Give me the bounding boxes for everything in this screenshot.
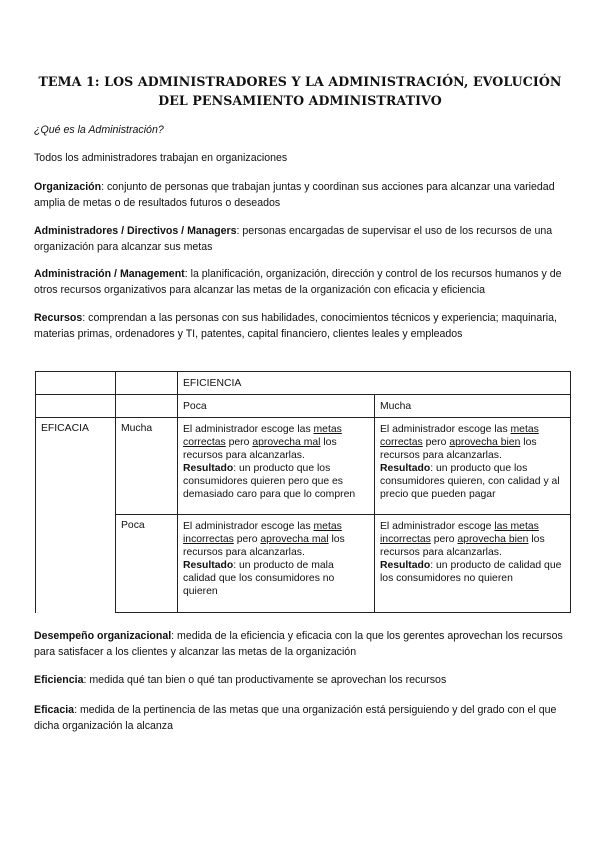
definition-term: Organización: [34, 181, 102, 193]
definition-term: Desempeño organizacional: [34, 630, 172, 642]
definition-administradores: [34, 224, 572, 255]
cell-mucha-eficacia-poca-eficiencia: El administrador escoge las metas correctas pero aprovecha mal los recursos para alcanzarlas. Resultado: un producto que los consumidores quieren pero que es demasiado caro para que lo compren: [178, 418, 375, 515]
definition-term: Eficacia: [34, 704, 75, 716]
definition-eficacia: [34, 703, 572, 734]
table-row: [36, 395, 571, 418]
definition-administracion: [34, 267, 572, 298]
table-cell-empty: [36, 395, 116, 418]
cell-poca-eficacia-mucha-eficiencia: El administrador escoge las metas incorrectas pero aprovecha bien los recursos para alcanzarlas. Resultado: un producto de calidad que los consumidores no quieren: [375, 515, 571, 613]
definition-term: Administración / Management: [34, 268, 185, 280]
cell-poca-eficacia-poca-eficiencia: El administrador escoge las metas incorrectas pero aprovecha mal los recursos para alcanzarlas. Resultado: un producto de mala calidad que los consumidores no quieren: [178, 515, 375, 613]
row-label-poca: Poca: [116, 515, 178, 613]
definition-text: : medida de la eficiencia y eficacia con la que los gerentes aprovechan los recursos para satisfacer a los clientes y alcanzar las metas de la organización: [34, 630, 563, 658]
header-col-poca: Poca: [178, 395, 375, 418]
definition-term: Administradores / Directivos / Managers: [34, 225, 237, 237]
table-row: [36, 418, 571, 515]
definition-text: : la planificación, organización, dirección y control de los recursos humanos y de otros recursos organizativos para alcanzar las metas de la organización con eficacia y eficiencia: [34, 268, 562, 296]
table-cell-empty: [36, 372, 116, 395]
row-label-mucha: Mucha: [116, 418, 178, 515]
intro-text: Todos los administradores trabajan en organizaciones: [34, 152, 288, 164]
table-cell-empty: [36, 515, 116, 613]
definition-text: : conjunto de personas que trabajan juntas y coordinan sus acciones para alcanzar una variedad amplia de metas o de resultados futuros o deseados: [34, 181, 555, 209]
table-row: [36, 372, 571, 395]
table-row: [36, 515, 571, 613]
table-cell-empty: [116, 372, 178, 395]
definition-term: Recursos: [34, 312, 83, 324]
row-label-eficacia: EFICACIA: [36, 418, 116, 515]
definition-text: : medida de la pertinencia de las metas que una organización está persiguiendo y del grado con el que dicha organización la alcanza: [34, 704, 557, 732]
page-title: TEMA 1: LOS ADMINISTRADORES Y LA ADMINISTRACIÓN, EVOLUCIÓN DEL PENSAMIENTO ADMINISTRATIVO: [38, 74, 562, 108]
header-eficiencia: EFICIENCIA: [178, 372, 571, 395]
definition-organizacion: [34, 180, 572, 211]
definition-desempeno: [34, 629, 572, 660]
cell-mucha-eficacia-mucha-eficiencia: El administrador escoge las metas correctas pero aprovecha bien los recursos para alcanzarlas. Resultado: un producto que los consumidores quieren, con calidad y al precio que pueden pagar: [375, 418, 571, 515]
definition-text: : medida qué tan bien o qué tan productivamente se aprovechan los recursos: [83, 674, 447, 686]
definition-recursos: [34, 311, 572, 342]
efficiency-efficacy-table: [35, 371, 571, 613]
table-cell-empty: [116, 395, 178, 418]
section-question: ¿Qué es la Administración?: [34, 124, 164, 136]
definition-text: : personas encargadas de supervisar el uso de los recursos de una organización para alcanzar sus metas: [34, 225, 553, 253]
header-col-mucha: Mucha: [375, 395, 571, 418]
definition-text: : comprendan a las personas con sus habilidades, conocimientos técnicos y experiencia; maquinaria, materias primas, ordenadores y TI, patentes, capital financiero, clientes leales y empleados: [34, 312, 557, 340]
definition-eficiencia: [34, 673, 572, 689]
definition-term: Eficiencia: [34, 674, 84, 686]
